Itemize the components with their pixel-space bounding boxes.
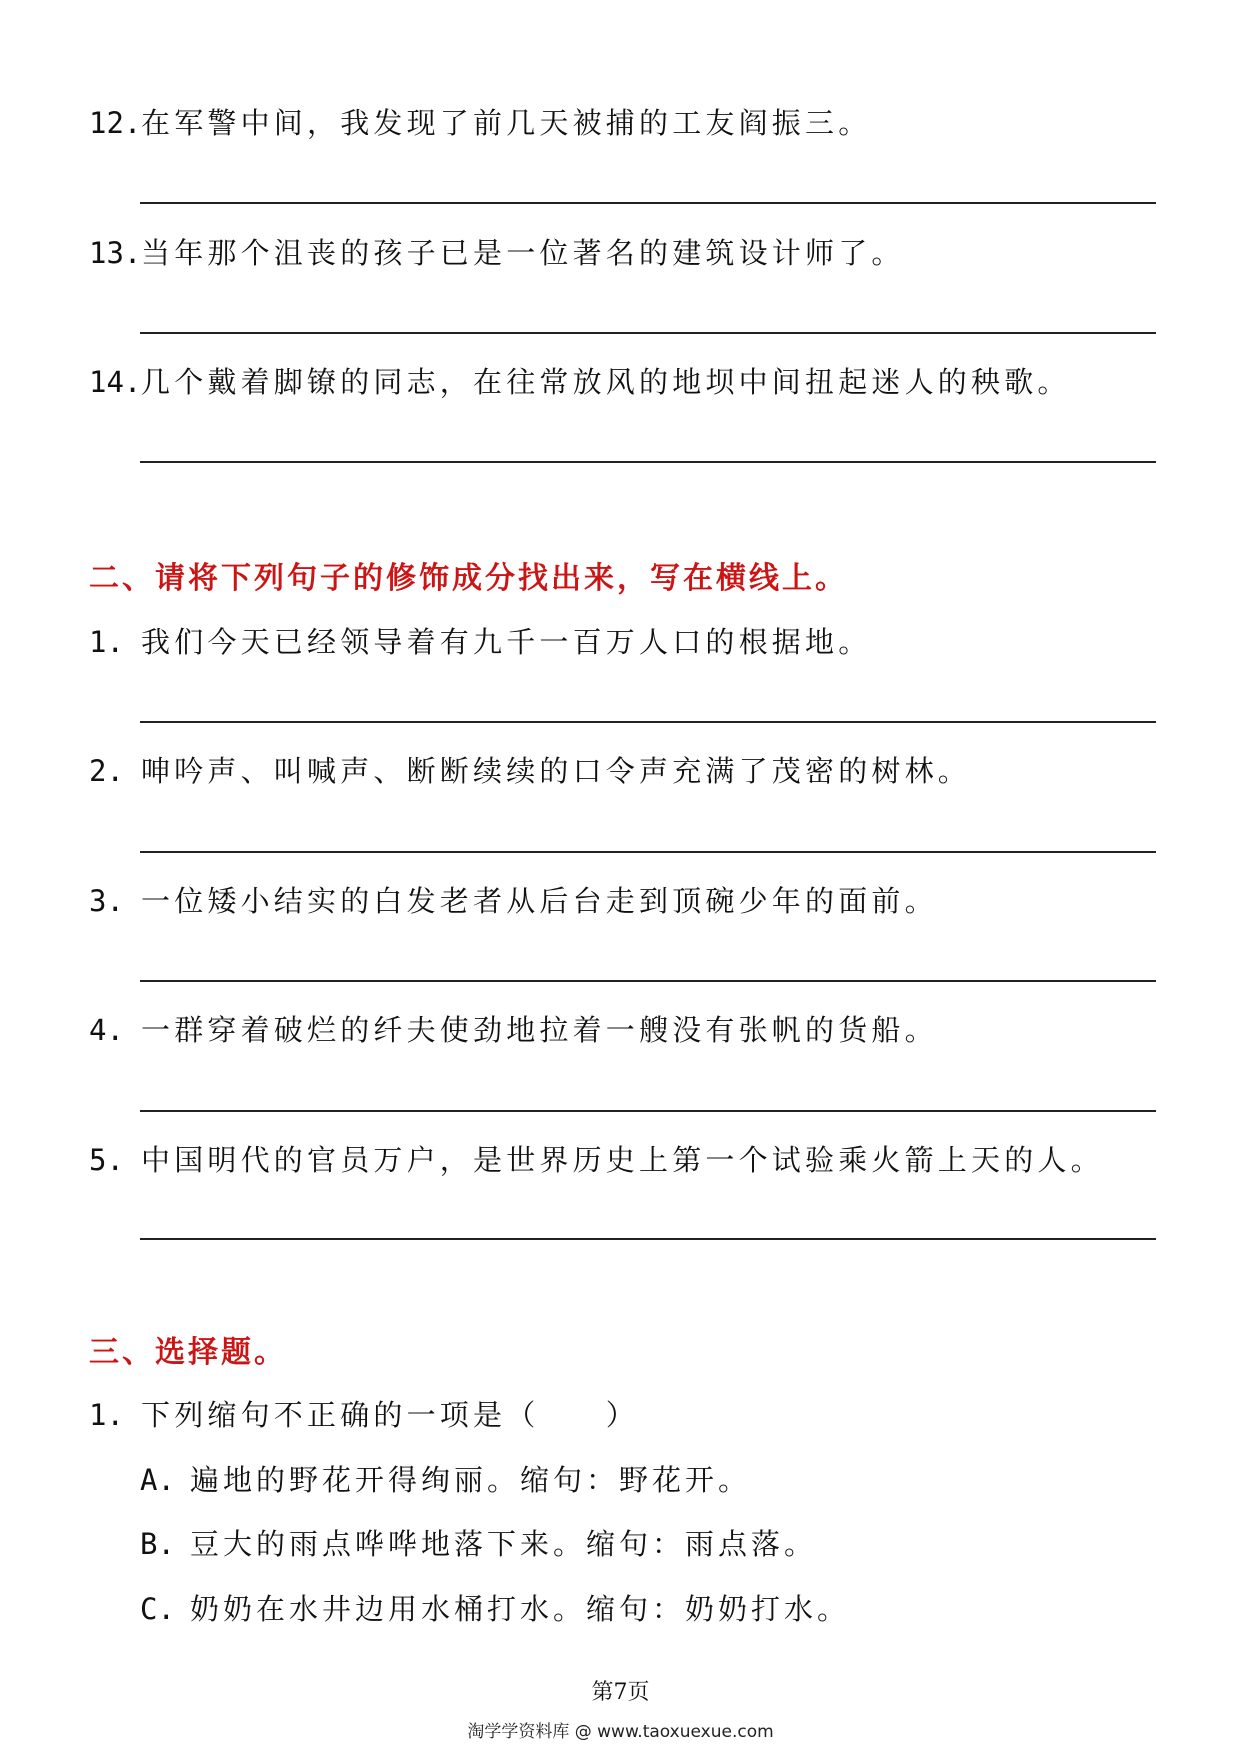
item-number: 12.	[89, 106, 142, 140]
option-letter: B.	[140, 1527, 175, 1561]
option-text: 奶奶在水井边用水桶打水。缩句：奶奶打水。	[190, 1592, 851, 1626]
watermark-text: 淘学学资料库 @ www.taoxuexue.com	[467, 1722, 774, 1742]
item-sentence: 一位矮小结实的白发老者从后台走到顶碗少年的面前。	[141, 884, 938, 918]
item-number: 13.	[89, 236, 142, 270]
answer-line[interactable]	[140, 721, 1156, 723]
exercise-item-12	[89, 98, 1159, 148]
option-letter: C.	[140, 1592, 175, 1626]
item-sentence: 几个戴着脚镣的同志，在往常放风的地坝中间扭起迷人的秧歌。	[141, 365, 1071, 399]
exercise-item-s2-2	[89, 746, 1159, 796]
option-letter: A.	[140, 1463, 175, 1497]
answer-line[interactable]	[140, 1238, 1156, 1240]
exercise-item-13	[89, 228, 1159, 278]
item-sentence: 在军警中间，我发现了前几天被捕的工友阎振三。	[141, 106, 872, 140]
item-number: 1.	[89, 625, 124, 659]
item-number: 3.	[89, 884, 124, 918]
item-number: 4.	[89, 1013, 124, 1047]
item-number: 14.	[89, 365, 142, 399]
item-sentence: 我们今天已经领导着有九千一百万人口的根据地。	[141, 625, 872, 659]
item-number: 2.	[89, 754, 124, 788]
option-text: 豆大的雨点哗哗地落下来。缩句：雨点落。	[190, 1527, 818, 1561]
section-2-heading: 二、请将下列句子的修饰成分找出来，写在横线上。	[89, 561, 848, 596]
exercise-item-s2-1	[89, 617, 1159, 667]
item-sentence: 呻吟声、叫喊声、断断续续的口令声充满了茂密的树林。	[141, 754, 972, 788]
section-3-heading: 三、选择题。	[89, 1335, 287, 1370]
answer-line[interactable]	[140, 851, 1156, 853]
answer-line[interactable]	[140, 1110, 1156, 1112]
answer-line[interactable]	[140, 202, 1156, 204]
item-sentence: 一群穿着破烂的纤夫使劲地拉着一艘没有张帆的货船。	[141, 1013, 938, 1047]
item-sentence: 当年那个沮丧的孩子已是一位著名的建筑设计师了。	[141, 236, 905, 270]
question-text: 下列缩句不正确的一项是（ ）	[141, 1398, 640, 1432]
answer-line[interactable]	[140, 980, 1156, 982]
exercise-item-s2-4	[89, 1005, 1159, 1055]
exercise-item-14	[89, 357, 1159, 407]
exercise-item-s2-3	[89, 876, 1159, 926]
answer-line[interactable]	[140, 332, 1156, 334]
item-number: 5.	[89, 1143, 124, 1177]
item-number: 1.	[89, 1398, 124, 1432]
exercise-item-s2-5	[89, 1135, 1159, 1185]
answer-line[interactable]	[140, 461, 1156, 463]
page-number: 第7页	[591, 1680, 650, 1705]
option-text: 遍地的野花开得绚丽。缩句：野花开。	[190, 1463, 752, 1497]
item-sentence: 中国明代的官员万户，是世界历史上第一个试验乘火箭上天的人。	[141, 1143, 1104, 1177]
choice-question-1	[89, 1390, 1159, 1440]
